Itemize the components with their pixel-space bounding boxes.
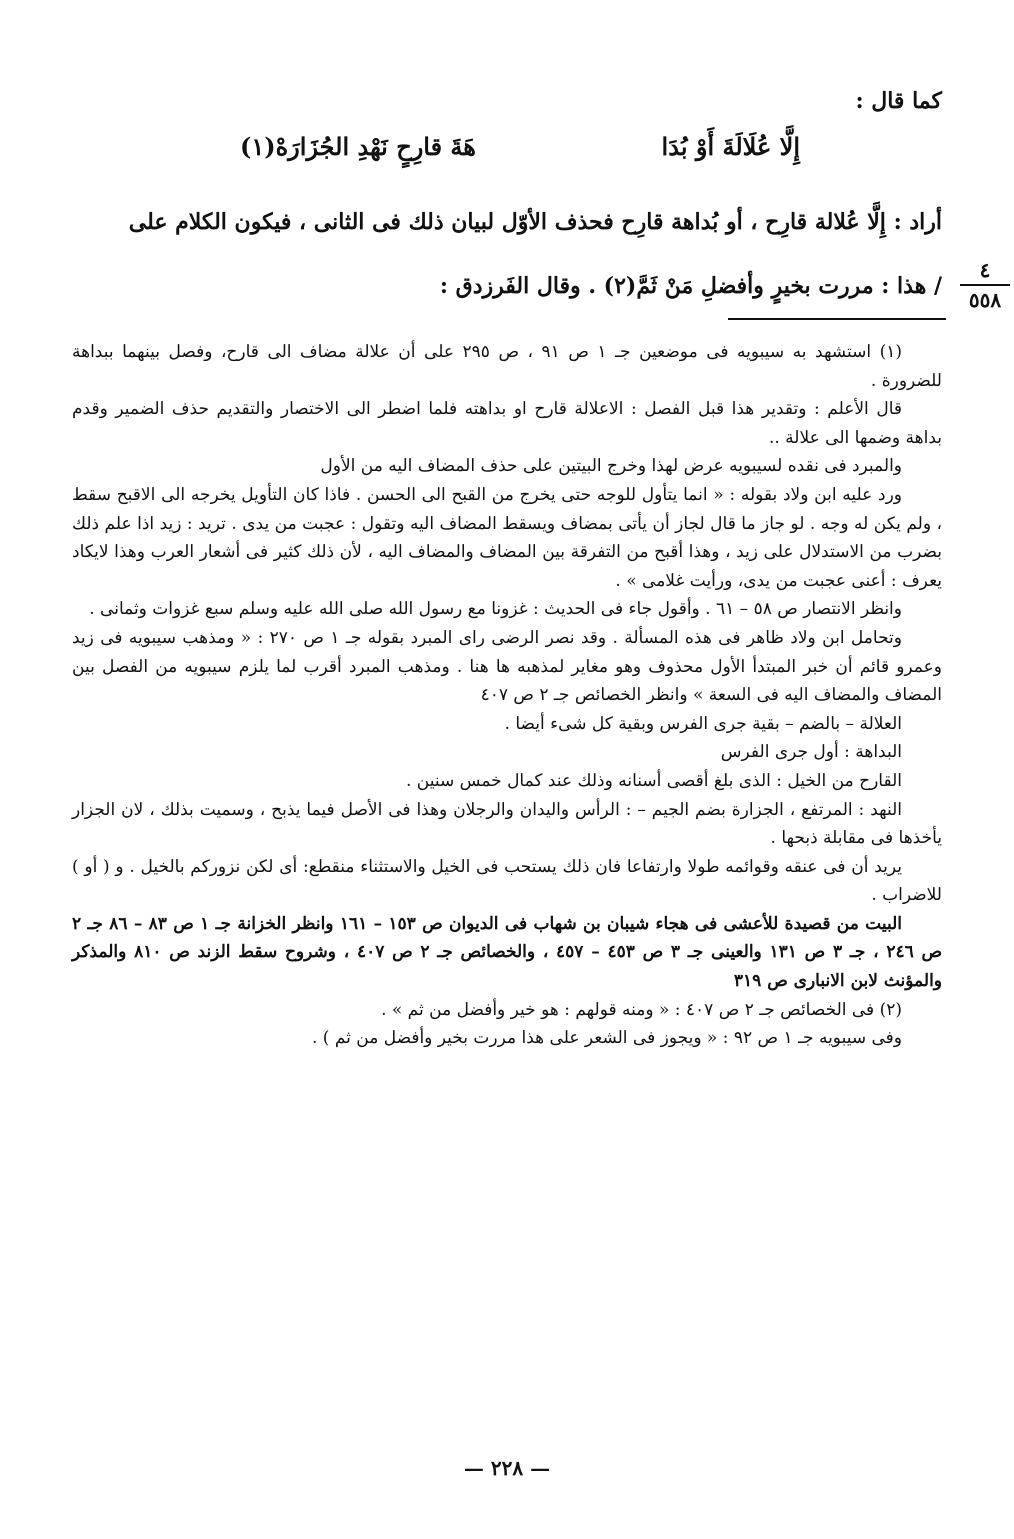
footnote-paragraph: قال الأعلم : وتقدير هذا قبل الفصل : الاعلالة قارح او بداهته فلما اضطر الى الاختصار والتقديم حذف الضمير وقدم بداهة وضمها الى علالة ..: [72, 399, 942, 448]
footnote-paragraph: العلالة – بالضم – بقية جرى الفرس وبقية كل شىء أيضا .: [504, 713, 902, 734]
intro-line: كما قال :: [855, 88, 942, 114]
margin-reference-volume: ٤: [960, 256, 1010, 286]
verse-hemistich-left: هَةَ قارِحٍ نَهْدِ الجُزَارَهْ(١): [240, 132, 476, 161]
main-text: [62, 190, 942, 318]
poetry-verse: [240, 132, 800, 161]
footnote-paragraph: البيت من قصيدة للأعشى فى هجاء شيبان بن شهاب فى الديوان ص ١٥٣ – ١٦١ وانظر الخزانة جـ ١ ص ٨٣ – ٨٦ جـ ٢ ص ٢٤٦ ، جـ ٣ ص ١٣١ والعينى جـ ٣ ص ٤٥٣ – ٤٥٧ ، والخصائص جـ ٢ ص ٤٠٧ ، وشروح سقط الزند ص ٨١٠ والمذكر والمؤنث لابن الانبارى ص ٣١٩: [72, 913, 943, 992]
footnote-paragraph: (١) استشهد به سيبويه فى موضعين جـ ١ ص ٩١ ، ص ٢٩٥ على أن علالة مضاف الى قارح، وفصل بينهما ببداهة للضرورة .: [72, 342, 942, 391]
margin-reference: [960, 256, 1010, 314]
footnote-paragraph: (٢) فى الخصائص جـ ٢ ص ٤٠٧ : « ومنه قولهم : هو خير وأفضل من ثم » .: [381, 999, 902, 1020]
footnotes: [72, 338, 942, 1053]
margin-reference-page: ٥٥٨: [968, 288, 1002, 312]
footnote-paragraph: البداهة : أول جرى الفرس: [720, 742, 902, 763]
footnote-paragraph: وفى سيبويه جـ ١ ص ٩٢ : « ويجوز فى الشعر على هذا مررت بخير وأفضل من ثم ) .: [311, 1028, 902, 1049]
main-text-line-1: أراد : إِلَّا عُلالة قارِح ، أو بُداهة قارِح فحذف الأوّل لبيان ذلك فى الثانى ، فيكون الكلام على: [128, 209, 942, 235]
verse-hemistich-right: إِلَّا عُلَالَةَ أَوْ بُدَا: [661, 132, 800, 161]
footnote-paragraph: النهد : المرتفع ، الجزارة بضم الجيم – : الرأس واليدان والرجلان وهذا فى الأصل فيما يذبح ، وسميت بذلك ، لان الجزار يأخذها فى مقابلة ذبحها .: [72, 799, 942, 849]
page-number: — ٢٢٨ —: [463, 1456, 551, 1480]
footnote-paragraph: القارح من الخيل : الذى بلغ أقصى أسنانه وذلك عند كمال خمس سنين .: [406, 770, 902, 791]
footnote-paragraph: وتحامل ابن ولاد ظاهر فى هذه المسألة . وقد نصر الرضى راى المبرد بقوله جـ ١ ص ٢٧٠ : « ومذهب سيبويه فى زيد وعمرو قائم أن خبر المبتدأ الأول محذوف وهو مغاير لمذهبه ها هنا . ومذهب المبرد أقرب لما يلزم سيبويه من الفصل بين المضاف والمضاف اليه فى السعة » وانظر الخصائص جـ ٢ ص ٤٠٧: [72, 627, 942, 706]
main-text-line-2: / هذا : مررت بخيرٍ وأفضلِ مَنْ ثَمَّ(٢) . وقال الفَرزدق :: [439, 273, 942, 299]
footnote-paragraph: وانظر الانتصار ص ٥٨ – ٦١ . وأقول جاء فى الحديث : غزونا مع رسول الله صلى الله عليه وسلم سبع غزوات وثمانى .: [89, 599, 902, 620]
footnote-separator: [728, 318, 946, 320]
footnote-paragraph: يريد أن فى عنقه وقوائمه طولا وارتفاعا فان ذلك يستحب فى الخيل والاستثناء منقطع: أى لكن نزوركم بالخيل . و ( أو ) للاضراب .: [72, 856, 942, 906]
footnote-paragraph: ورد عليه ابن ولاد بقوله : « انما يتأول للوجه حتى يخرج من القبح الى الحسن . فاذا كان التأويل يخرجه الى الاقبح سقط ، ولم يكن له وجه . لو جاز ما قال لجاز أن يأتى بمضاف ويسقط المضاف اليه وتقول : عجبت من يدى . تريد : زيد اذا علم ذلك بضرب من الاستدلال على زيد ، وهذا أقبح من التفرقة بين المضاف والمضاف اليه ، لأن ذلك كثير فى أشعار العرب وهذا لايكاد يعرف : أعنى عجبت من يدى، ورأيت غلامى » .: [72, 484, 942, 591]
footnote-paragraph: والمبرد فى نقده لسيبويه عرض لهذا وخرج البيتين على حذف المضاف اليه من الأول: [320, 456, 902, 477]
